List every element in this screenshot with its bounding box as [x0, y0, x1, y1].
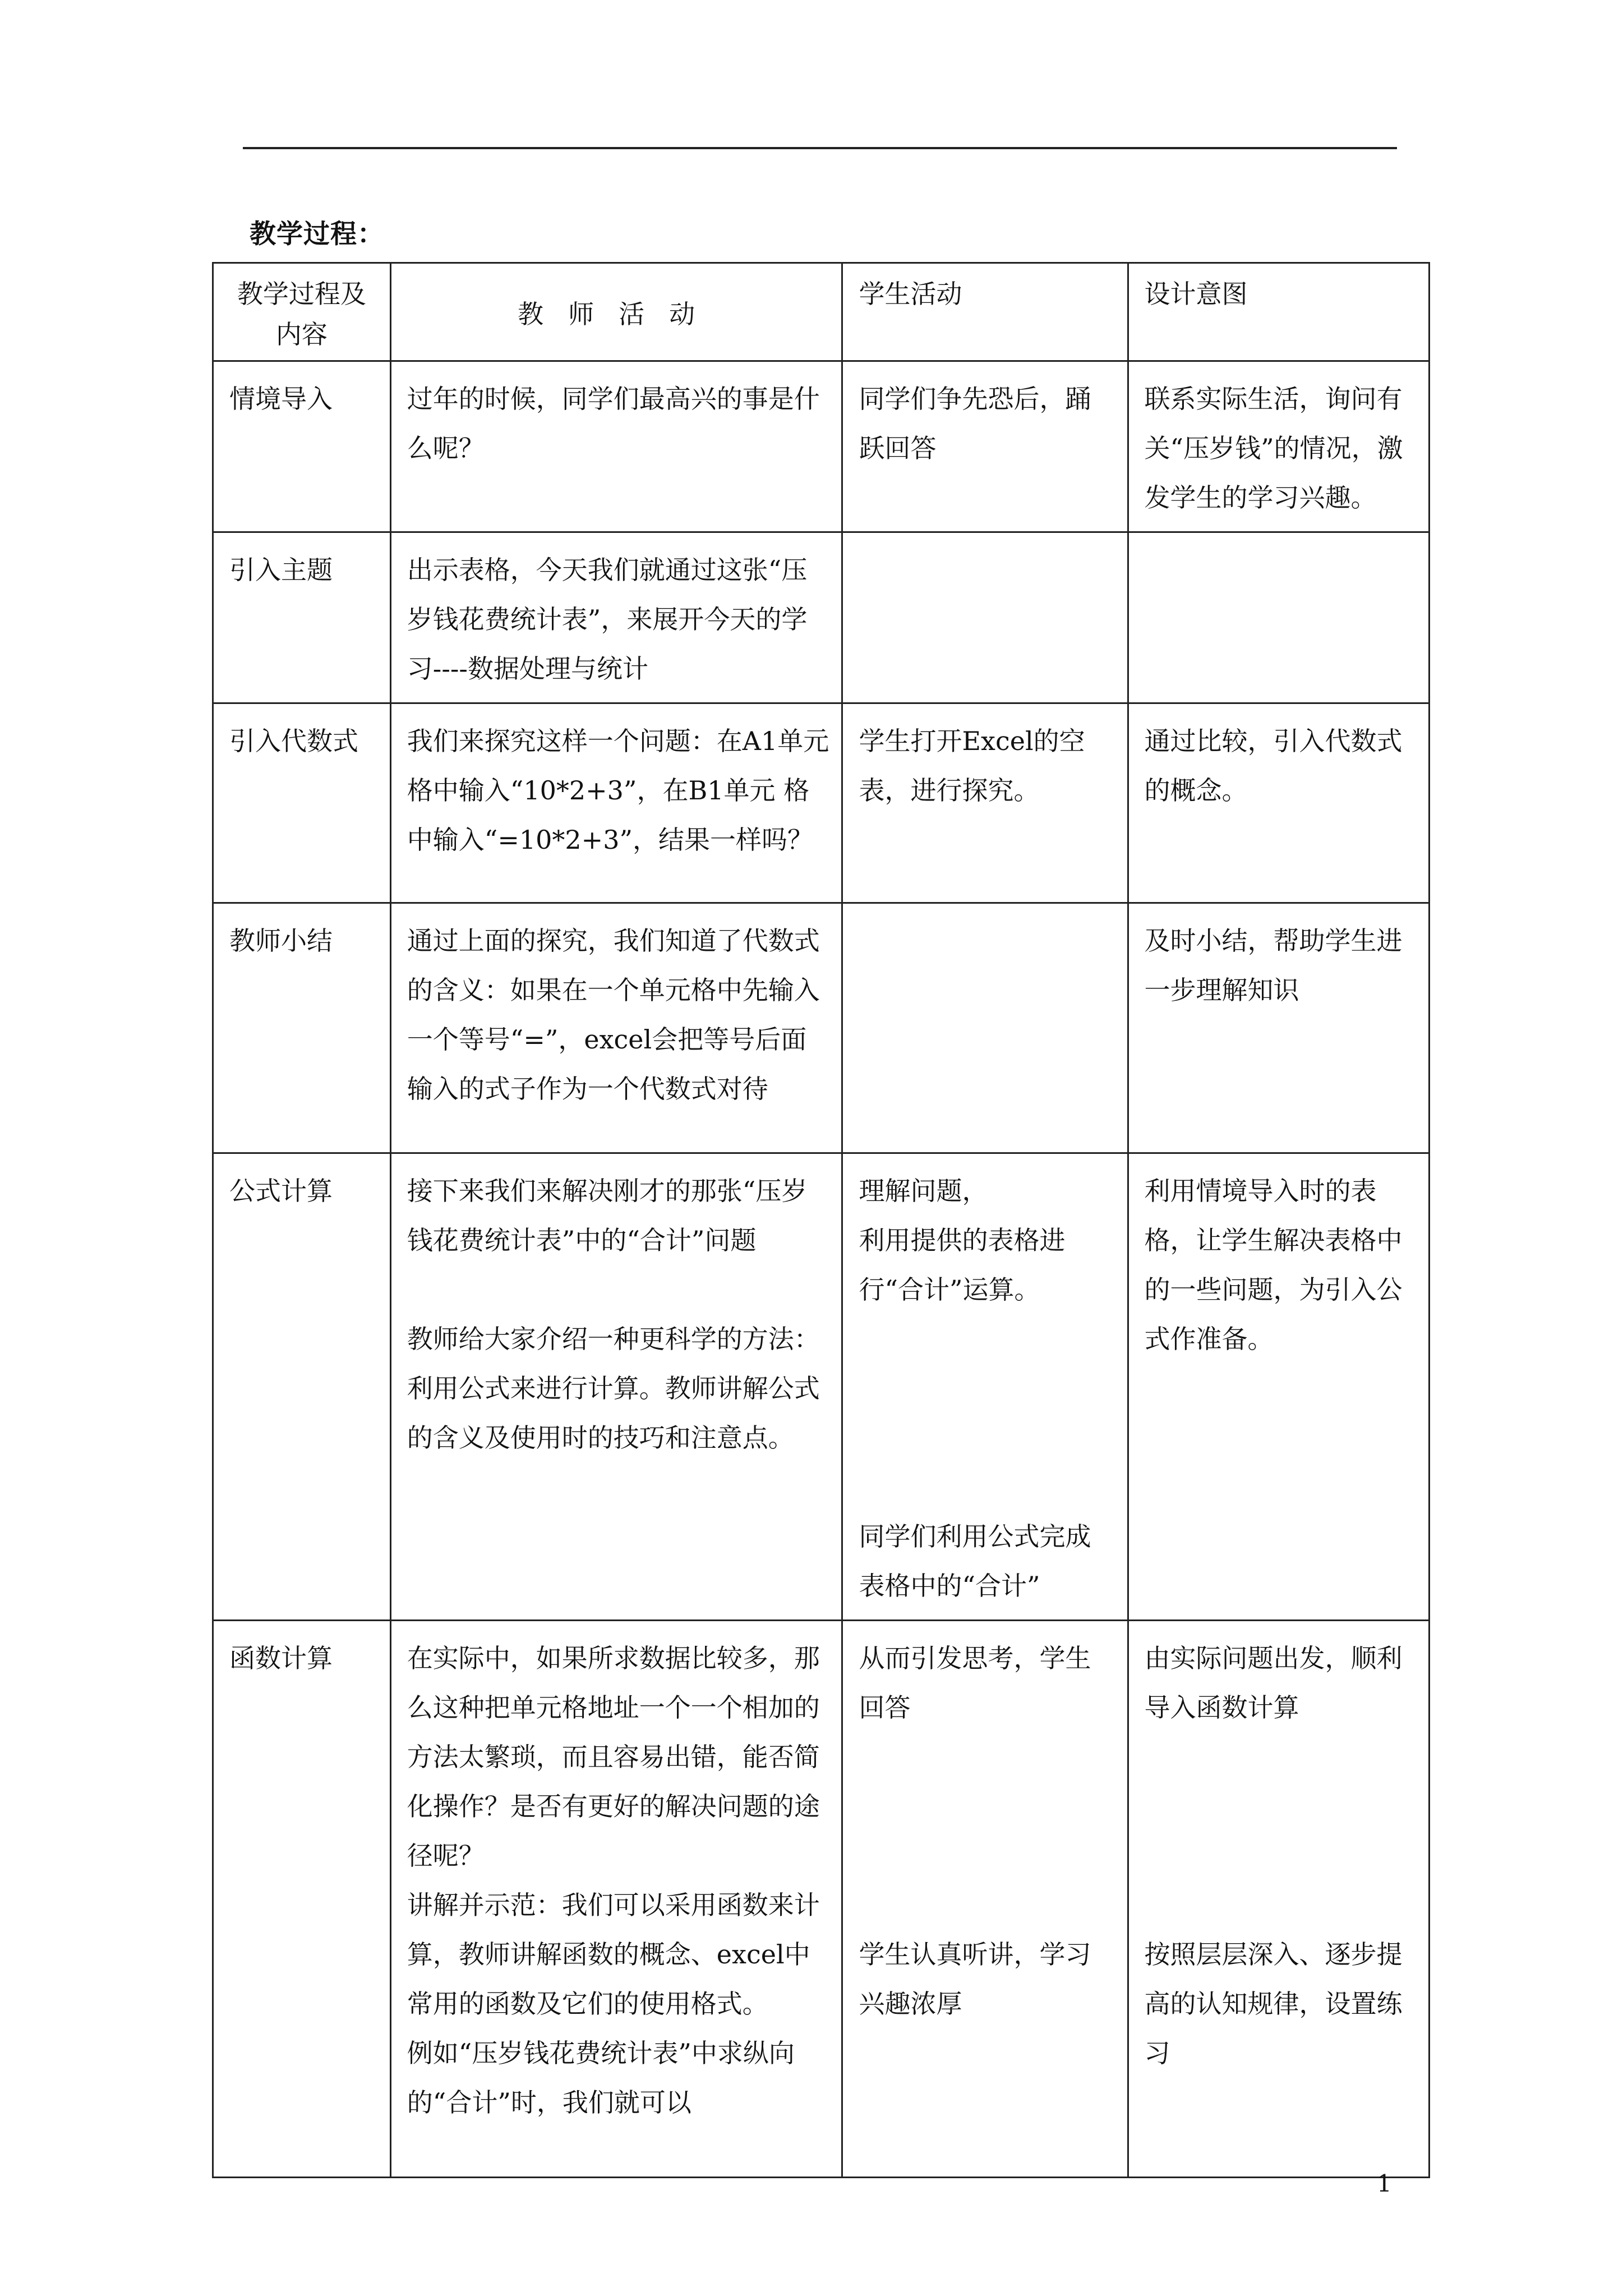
intent-cell: [1128, 532, 1429, 703]
table-row: [213, 532, 1430, 703]
student-text: 利用提供的表格进行“合计”运算。: [859, 1225, 1066, 1305]
intent-text: 由实际问题出发，顺利导入函数计算: [1144, 1643, 1403, 1723]
intent-text: 通过比较，引入代数式的概念。: [1144, 726, 1403, 806]
student-cell: [842, 532, 1128, 703]
table-header-row: [213, 263, 1430, 361]
student-text: 从而引发思考，学生回答: [859, 1643, 1091, 1723]
table-row: [213, 361, 1430, 532]
teacher-cell: [390, 532, 842, 703]
teacher-text: 接下来我们来解决刚才的那张“压岁钱花费统计表”中的“合计”问题: [407, 1176, 808, 1255]
teacher-text: 讲解并示范：我们可以采用函数来计算，教师讲解函数的概念、excel中常用的函数及它们的使用格式。: [407, 1890, 820, 2019]
teacher-cell: [390, 1621, 842, 2178]
table-row: [213, 903, 1430, 1153]
stage-cell: 函数计算: [213, 1621, 391, 2178]
teacher-text: 在实际中，如果所求数据比较多，那么这种把单元格地址一个一个相加的方法太繁琐，而且容易出错，能否简化操作？是否有更好的解决问题的途径呢？: [407, 1643, 820, 1871]
intent-cell: [1128, 903, 1429, 1153]
intent-cell: [1128, 1621, 1429, 2178]
intent-text: 联系实际生活，询问有关“压岁钱”的情况，激发学生的学习兴趣。: [1144, 384, 1403, 513]
student-text: 同学们利用公式完成表格中的“合计”: [859, 1521, 1091, 1601]
header-design-intent: 设计意图: [1128, 263, 1429, 361]
teacher-cell: [390, 1153, 842, 1621]
intent-cell: [1128, 361, 1429, 532]
teacher-cell: [390, 903, 842, 1153]
student-cell: [842, 903, 1128, 1153]
teacher-text: 出示表格，今天我们就通过这张“压岁钱花费统计表”，来展开今天的学习----数据处理与统计: [407, 555, 808, 684]
header-teacher-activity: 教师活动: [390, 263, 842, 361]
teacher-cell: [390, 361, 842, 532]
student-cell: [842, 1153, 1128, 1621]
header-student-activity: 学生活动: [842, 263, 1128, 361]
intent-text: 按照层层深入、逐步提高的认知规律，设置练习: [1144, 1939, 1403, 2068]
stage-cell: 教师小结: [213, 903, 391, 1153]
header-stage: 教学过程及内容: [213, 263, 391, 361]
student-text: 学生打开Excel的空表，进行探究。: [859, 726, 1085, 806]
lesson-process-table: [212, 262, 1430, 2178]
stage-cell: 情境导入: [213, 361, 391, 532]
student-text: 理解问题，: [859, 1176, 988, 1206]
student-text: 同学们争先恐后，踊跃回答: [859, 384, 1091, 463]
table-row: [213, 1153, 1430, 1621]
teacher-text: 教师给大家介绍一种更科学的方法：利用公式来进行计算。教师讲解公式的含义及使用时的技巧和注意点。: [407, 1324, 820, 1453]
teacher-text: 我们来探究这样一个问题：在A1单元格中输入“10*2+3”，在B1单元 格中输入“=10*2+3”，结果一样吗？: [407, 726, 829, 855]
teacher-text: 通过上面的探究，我们知道了代数式的含义：如果在一个单元格中先输入一个等号“=”，excel会把等号后面输入的式子作为一个代数式对待: [407, 926, 820, 1104]
student-cell: [842, 361, 1128, 532]
stage-cell: 引入主题: [213, 532, 391, 703]
intent-cell: [1128, 1153, 1429, 1621]
student-cell: [842, 1621, 1128, 2178]
table-row: [213, 1621, 1430, 2178]
stage-cell: 引入代数式: [213, 703, 391, 903]
intent-text: 及时小结，帮助学生进一步理解知识: [1144, 926, 1403, 1005]
student-text: 学生认真听讲，学习兴趣浓厚: [859, 1939, 1091, 2019]
teacher-text: 例如“压岁钱花费统计表”中求纵向的“合计”时，我们就可以: [407, 2038, 795, 2118]
teacher-cell: [390, 703, 842, 903]
intent-cell: [1128, 703, 1429, 903]
header-rule: [243, 147, 1397, 149]
section-title: 教学过程：: [250, 219, 384, 250]
table-row: [213, 703, 1430, 903]
teacher-text: 过年的时候，同学们最高兴的事是什么呢？: [407, 384, 820, 463]
page-number: 1: [1377, 2170, 1392, 2197]
student-cell: [842, 703, 1128, 903]
intent-text: 利用情境导入时的表格，让学生解决表格中的一些问题，为引入公式作准备。: [1144, 1176, 1403, 1354]
stage-cell: 公式计算: [213, 1153, 391, 1621]
